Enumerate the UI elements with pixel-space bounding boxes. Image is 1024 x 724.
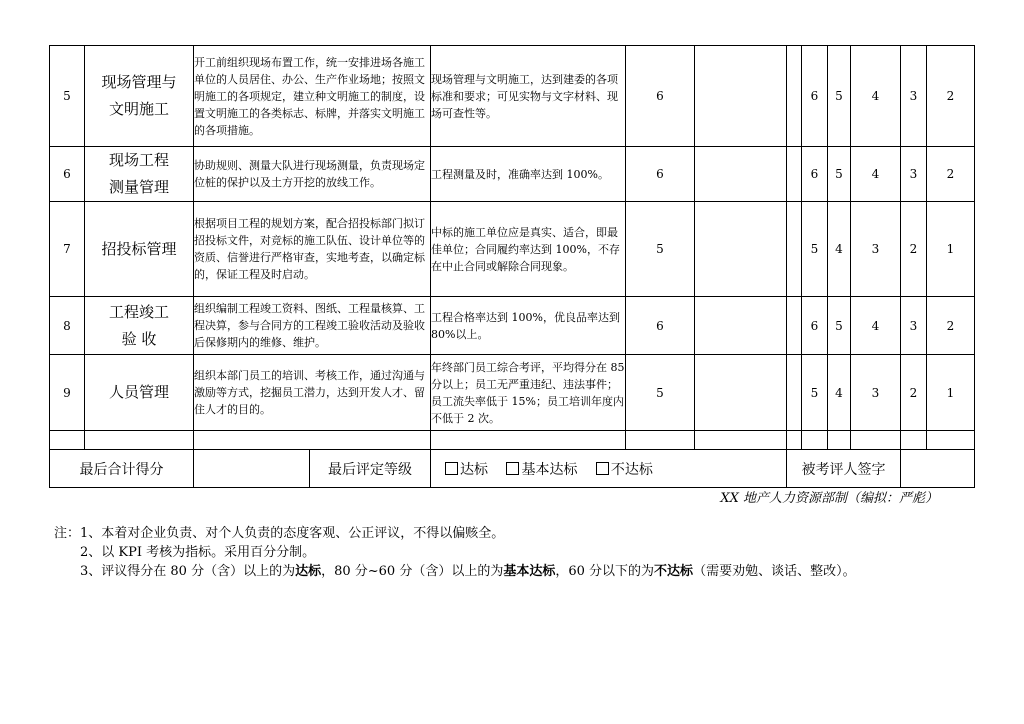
table-row <box>50 202 975 297</box>
blank-cell <box>787 202 802 297</box>
weight: 6 <box>626 46 695 147</box>
checkbox-icon[interactable] <box>445 462 458 475</box>
score-4: 2 <box>901 355 927 431</box>
assessment-standard: 年终部门员工综合考评，平均得分在 85 分以上；员工无严重违纪、违法事件；员工流失率低于 15%；员工培训年度内不低于 2 次。 <box>431 355 626 431</box>
empty-row <box>50 431 975 450</box>
score-2: 5 <box>828 147 851 202</box>
score-5: 1 <box>927 355 975 431</box>
score-2: 5 <box>828 297 851 355</box>
row-number: 6 <box>50 147 85 202</box>
form-footer: XX 地产人力资源部制（编拟：严彪） <box>720 491 938 506</box>
note-line-2: 2、以 KPI 考核为指标。采用百分分制。 <box>80 545 316 560</box>
blank-cell <box>695 297 787 355</box>
score-4: 3 <box>901 46 927 147</box>
assessment-standard: 工程测量及时，准确率达到 100%。 <box>431 147 626 202</box>
grade-options <box>431 450 787 488</box>
blank-cell <box>787 147 802 202</box>
weight: 6 <box>626 297 695 355</box>
note-line-3: 3、评议得分在 80 分（含）以上的为达标，80 分~60 分（含）以上的为基本达标，60 分以下的为不达标（需要劝勉、谈话、整改）。 <box>80 564 856 579</box>
blank-cell <box>695 202 787 297</box>
blank-cell <box>787 46 802 147</box>
summary-row <box>50 450 975 488</box>
signature-label: 被考评人签字 <box>787 450 901 488</box>
grade-option-pass[interactable]: 达标 <box>445 462 488 478</box>
table-row <box>50 355 975 431</box>
duty-description: 开工前组织现场布置工作，统一安排进场各施工单位的人员居住、办公、生产作业场地；按照文明施工的各项规定，建立种文明施工的制度，设置文明施工的各类标志、标牌，并落实文明施工的各项措施。 <box>194 46 431 147</box>
score-4: 3 <box>901 147 927 202</box>
table-row <box>50 46 975 147</box>
item-name: 现场管理与 文明施工 <box>85 46 194 147</box>
row-number: 7 <box>50 202 85 297</box>
duty-description: 根据项目工程的规划方案，配合招投标部门拟订招投标文件，对竞标的施工队伍、设计单位等的资质、信誉进行严格审查，实地考查，以确定标的，保证工程及时启动。 <box>194 202 431 297</box>
score-3: 3 <box>851 202 901 297</box>
blank-cell <box>695 46 787 147</box>
row-number: 5 <box>50 46 85 147</box>
table-row <box>50 297 975 355</box>
score-3: 4 <box>851 46 901 147</box>
score-1: 5 <box>802 355 828 431</box>
blank-cell <box>695 355 787 431</box>
score-1: 6 <box>802 297 828 355</box>
score-5: 2 <box>927 297 975 355</box>
row-number: 8 <box>50 297 85 355</box>
assessment-standard: 工程合格率达到 100%，优良品率达到 80%以上。 <box>431 297 626 355</box>
item-name: 招投标管理 <box>85 202 194 297</box>
grade-option-fail[interactable]: 不达标 <box>596 462 653 478</box>
blank-cell <box>787 355 802 431</box>
notes <box>54 524 856 581</box>
weight: 6 <box>626 147 695 202</box>
total-score-field[interactable] <box>194 450 310 488</box>
blank-cell <box>787 297 802 355</box>
row-number: 9 <box>50 355 85 431</box>
duty-description: 组织本部门员工的培训、考核工作，通过沟通与激励等方式，挖掘员工潜力，达到开发人才、留住人才的目的。 <box>194 355 431 431</box>
final-grade-label: 最后评定等级 <box>310 450 431 488</box>
weight: 5 <box>626 355 695 431</box>
score-2: 4 <box>828 355 851 431</box>
weight: 5 <box>626 202 695 297</box>
signature-field[interactable] <box>901 450 975 488</box>
item-name: 工程竣工 验 收 <box>85 297 194 355</box>
kpi-table <box>49 45 975 488</box>
score-3: 4 <box>851 147 901 202</box>
score-5: 2 <box>927 147 975 202</box>
score-5: 1 <box>927 202 975 297</box>
blank-cell <box>695 147 787 202</box>
table-row <box>50 147 975 202</box>
assessment-standard: 中标的施工单位应是真实、适合，即最佳单位；合同履约率达到 100%，不存在中止合同或解除合同现象。 <box>431 202 626 297</box>
score-5: 2 <box>927 46 975 147</box>
checkbox-icon[interactable] <box>596 462 609 475</box>
score-4: 2 <box>901 202 927 297</box>
score-1: 6 <box>802 46 828 147</box>
score-2: 4 <box>828 202 851 297</box>
score-2: 5 <box>828 46 851 147</box>
grade-option-basic-pass[interactable]: 基本达标 <box>506 462 577 478</box>
score-1: 6 <box>802 147 828 202</box>
assessment-standard: 现场管理与文明施工，达到建委的各项标准和要求；可见实物与文字材料、现场可查性等。 <box>431 46 626 147</box>
score-1: 5 <box>802 202 828 297</box>
score-3: 4 <box>851 297 901 355</box>
score-4: 3 <box>901 297 927 355</box>
duty-description: 协助规则、测量大队进行现场测量，负责现场定位桩的保护以及土方开挖的放线工作。 <box>194 147 431 202</box>
item-name: 现场工程 测量管理 <box>85 147 194 202</box>
score-3: 3 <box>851 355 901 431</box>
total-score-label: 最后合计得分 <box>50 450 194 488</box>
duty-description: 组织编制工程竣工资料、图纸、工程量核算、工程决算，参与合同方的工程竣工验收活动及验收后保修期内的维修、维护。 <box>194 297 431 355</box>
item-name: 人员管理 <box>85 355 194 431</box>
note-line-1: 注：1、本着对企业负责、对个人负责的态度客观、公正评议，不得以偏赅全。 <box>54 526 505 541</box>
checkbox-icon[interactable] <box>506 462 519 475</box>
